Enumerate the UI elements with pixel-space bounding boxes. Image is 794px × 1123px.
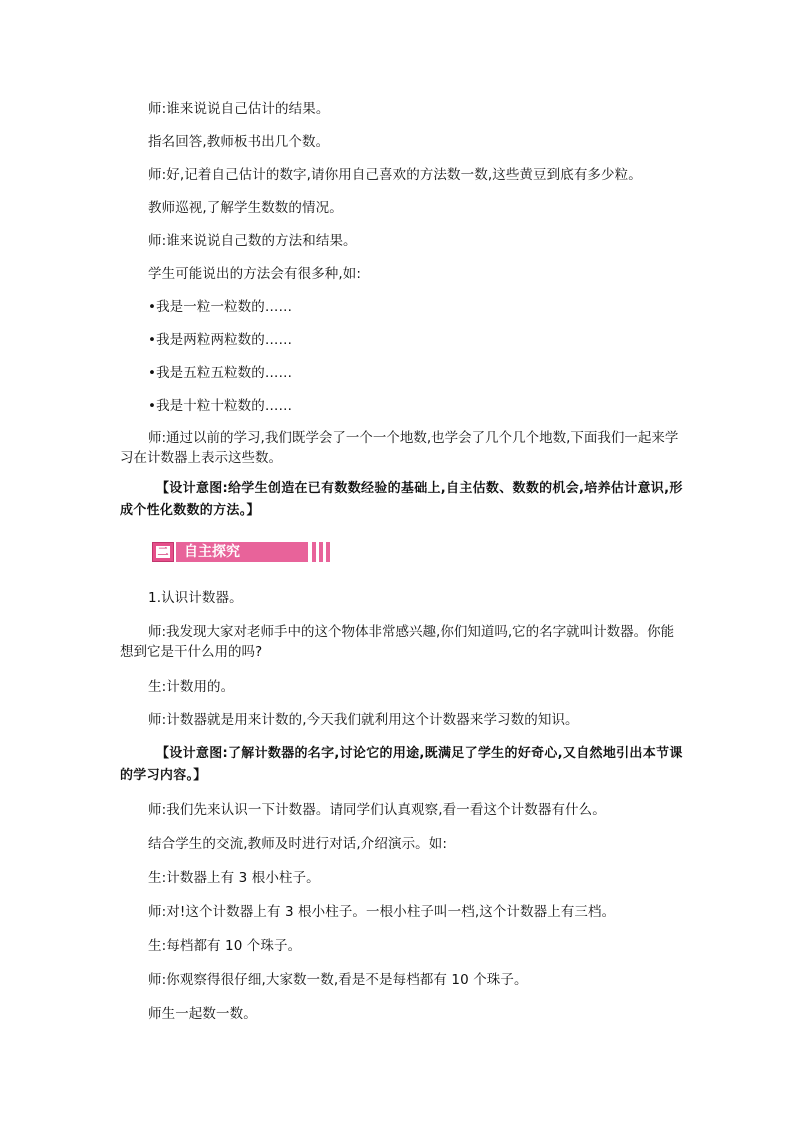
bullet-item: •我是两粒两粒数的…… xyxy=(148,332,293,348)
bullet-item: •我是十粒十粒数的…… xyxy=(148,398,293,414)
decorative-stripe xyxy=(319,542,323,562)
paragraph: 师:通过以前的学习,我们既学会了一个一个地数,也学会了几个几个地数,下面我们一起来学习在计数器上表示这些数。 xyxy=(120,430,679,466)
decorative-stripe xyxy=(326,542,330,562)
paragraph: 学生可能说出的方法会有很多种,如: xyxy=(148,266,362,282)
decorative-stripe xyxy=(312,542,316,562)
section-number: 二 xyxy=(157,545,169,558)
paragraph: 师:对!这个计数器上有 3 根小柱子。一根小柱子叫一档,这个计数器上有三档。 xyxy=(148,904,616,920)
design-intent-note: 【设计意图:给学生创造在已有数数经验的基础上,自主估数、数数的机会,培养估计意识,形成个性化数数的方法。】 xyxy=(120,481,683,518)
paragraph: 生:每档都有 10 个珠子。 xyxy=(148,938,302,954)
paragraph: 师:我发现大家对老师手中的这个物体非常感兴趣,你们知道吗,它的名字就叫计数器。你能想到它是干什么用的吗? xyxy=(120,624,675,660)
paragraph: 结合学生的交流,教师及时进行对话,介绍演示。如: xyxy=(148,836,448,852)
paragraph: 师:计数器就是用来计数的,今天我们就利用这个计数器来学习数的知识。 xyxy=(148,712,579,728)
section-number-badge xyxy=(152,542,174,562)
paragraph: 师:好,记着自己估计的数字,请你用自己喜欢的方法数一数,这些黄豆到底有多少粒。 xyxy=(148,167,642,183)
section-title-bar xyxy=(176,542,308,562)
paragraph: 指名回答,教师板书出几个数。 xyxy=(148,134,330,150)
paragraph: 1.认识计数器。 xyxy=(148,590,243,606)
paragraph: 师:我们先来认识一下计数器。请同学们认真观察,看一看这个计数器有什么。 xyxy=(148,802,606,818)
paragraph: 师生一起数一数。 xyxy=(148,1006,257,1022)
paragraph: 师:你观察得很仔细,大家数一数,看是不是每档都有 10 个珠子。 xyxy=(148,972,528,988)
paragraph: 生:计数用的。 xyxy=(148,679,235,695)
paragraph: 生:计数器上有 3 根小柱子。 xyxy=(148,870,320,886)
section-header xyxy=(152,542,334,562)
paragraph: 教师巡视,了解学生数数的情况。 xyxy=(148,200,343,216)
bullet-item: •我是五粒五粒数的…… xyxy=(148,365,293,381)
design-intent-note: 【设计意图:了解计数器的名字,讨论它的用途,既满足了学生的好奇心,又自然地引出本节课的学习内容。】 xyxy=(120,746,683,783)
paragraph: 师:谁来说说自己估计的结果。 xyxy=(148,101,330,117)
section-title: 自主探究 xyxy=(184,544,240,560)
bullet-item: •我是一粒一粒数的…… xyxy=(148,299,293,315)
paragraph: 师:谁来说说自己数的方法和结果。 xyxy=(148,233,357,249)
